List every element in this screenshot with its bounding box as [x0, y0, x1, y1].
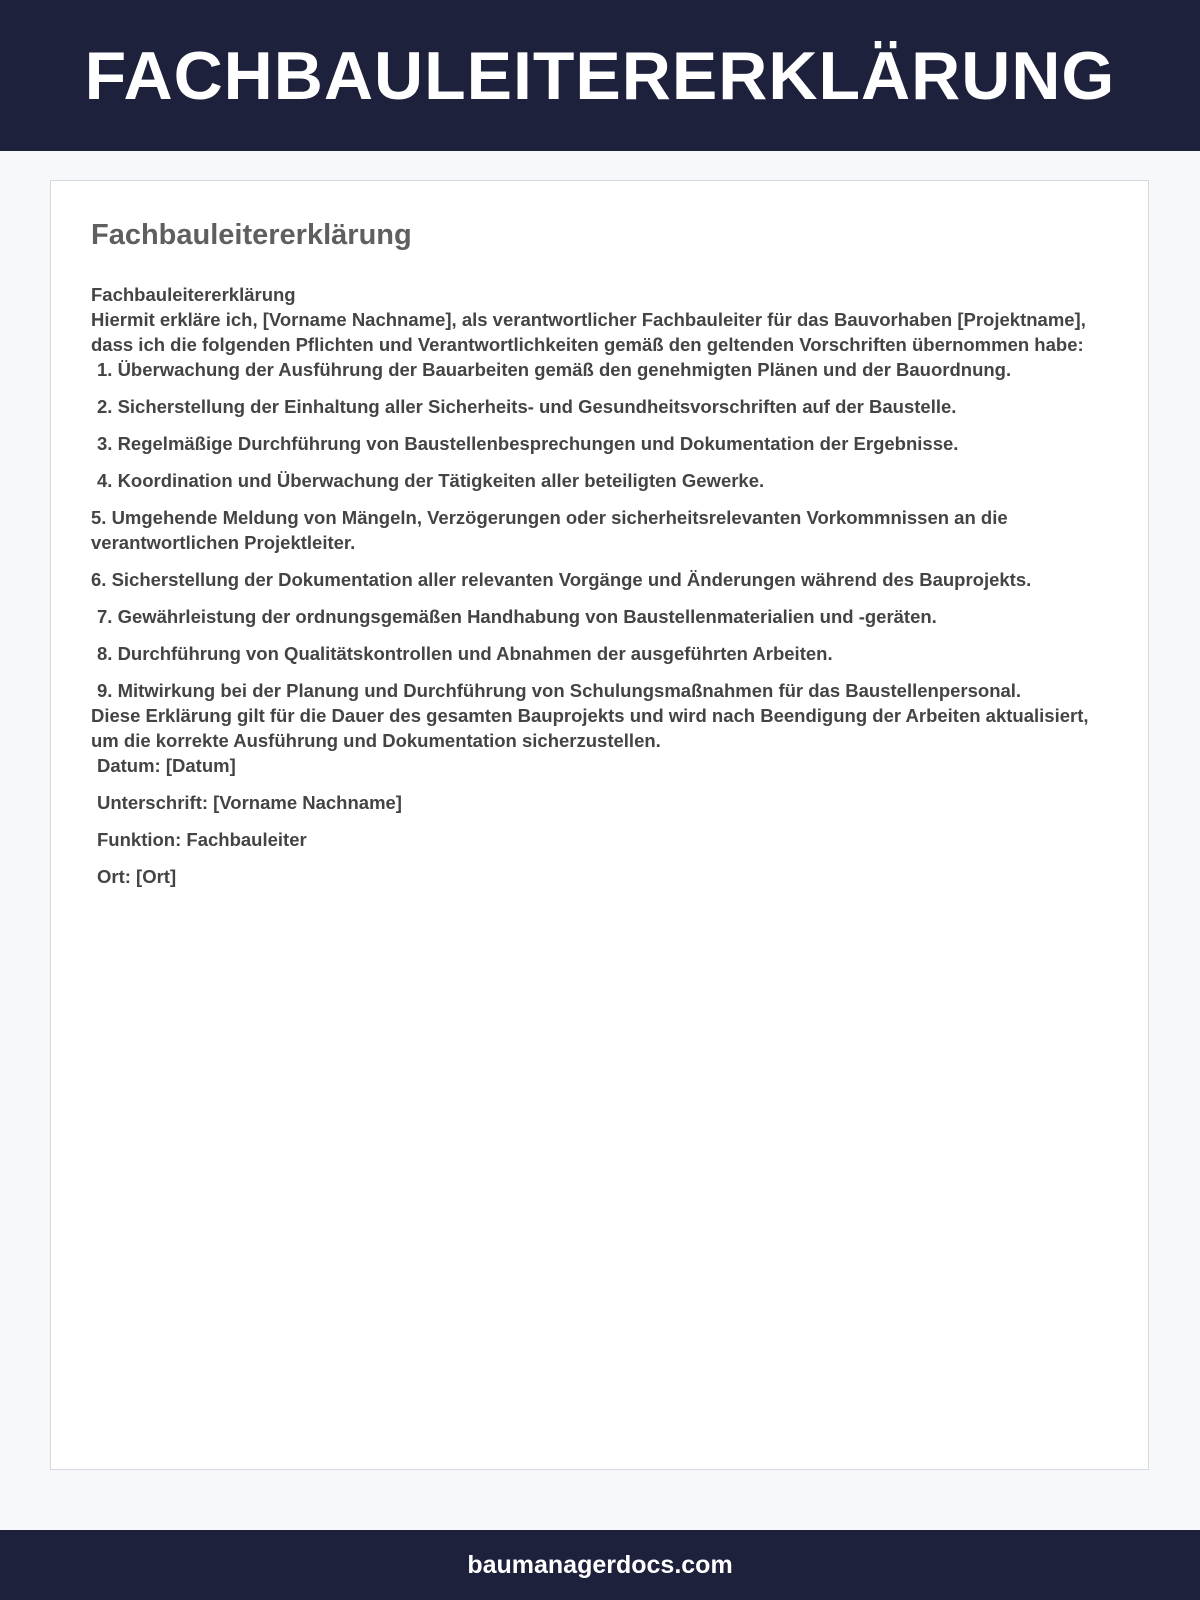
signature-name: Unterschrift: [Vorname Nachname] — [97, 792, 402, 813]
header-banner — [0, 0, 1200, 151]
document-subtitle: Fachbauleitererklärung — [91, 284, 296, 305]
list-item: 4. Koordination und Überwachung der Tätigkeiten aller beteiligten Gewerke. — [97, 470, 765, 491]
page-title: FACHBAULEITERERKLÄRUNG — [84, 37, 1116, 114]
list-item: 2. Sicherstellung der Einhaltung aller Sicherheits- und Gesundheitsvorschriften auf der Baustelle. — [97, 396, 957, 417]
signature-date: Datum: [Datum] — [97, 755, 236, 776]
footer-site-link[interactable]: baumanagerdocs.com — [467, 1550, 733, 1579]
list-item: 6. Sicherstellung der Dokumentation aller relevanten Vorgänge und Änderungen während des Bauprojekts. — [91, 569, 1032, 590]
list-item: 7. Gewährleistung der ordnungsgemäßen Handhabung von Baustellenmaterialien und -geräten. — [97, 606, 937, 627]
document-card — [50, 180, 1149, 1470]
list-item: 9. Mitwirkung bei der Planung und Durchführung von Schulungsmaßnahmen für das Baustellenpersonal. — [97, 680, 1022, 701]
closing-paragraph: Diese Erklärung gilt für die Dauer des gesamten Bauprojekts und wird nach Beendigung der Arbeiten aktualisiert, um die korrekte Ausführung und Dokumentation sicherzustellen. — [91, 705, 1089, 751]
document-body — [91, 282, 1111, 901]
document-title: Fachbauleitererklärung — [91, 219, 412, 251]
list-item: 3. Regelmäßige Durchführung von Baustellenbesprechungen und Dokumentation der Ergebnisse. — [97, 433, 959, 454]
list-item: 1. Überwachung der Ausführung der Bauarbeiten gemäß den genehmigten Plänen und der Bauordnung. — [97, 359, 1012, 380]
list-item: 8. Durchführung von Qualitätskontrollen und Abnahmen der ausgeführten Arbeiten. — [97, 643, 833, 664]
signature-place: Ort: [Ort] — [97, 866, 177, 887]
intro-paragraph: Hiermit erkläre ich, [Vorname Nachname], als verantwortlicher Fachbauleiter für das Bauvorhaben [Projektname], dass ich die folgenden Pflichten und Verantwortlichkeiten gemäß den geltenden Vorschriften übernommen habe: — [91, 309, 1086, 355]
signature-function: Funktion: Fachbauleiter — [97, 829, 307, 850]
list-item: 5. Umgehende Meldung von Mängeln, Verzögerungen oder sicherheitsrelevanten Vorkommnissen an die verantwortlichen Projektleiter. — [91, 507, 1008, 553]
footer-banner — [0, 1530, 1200, 1600]
